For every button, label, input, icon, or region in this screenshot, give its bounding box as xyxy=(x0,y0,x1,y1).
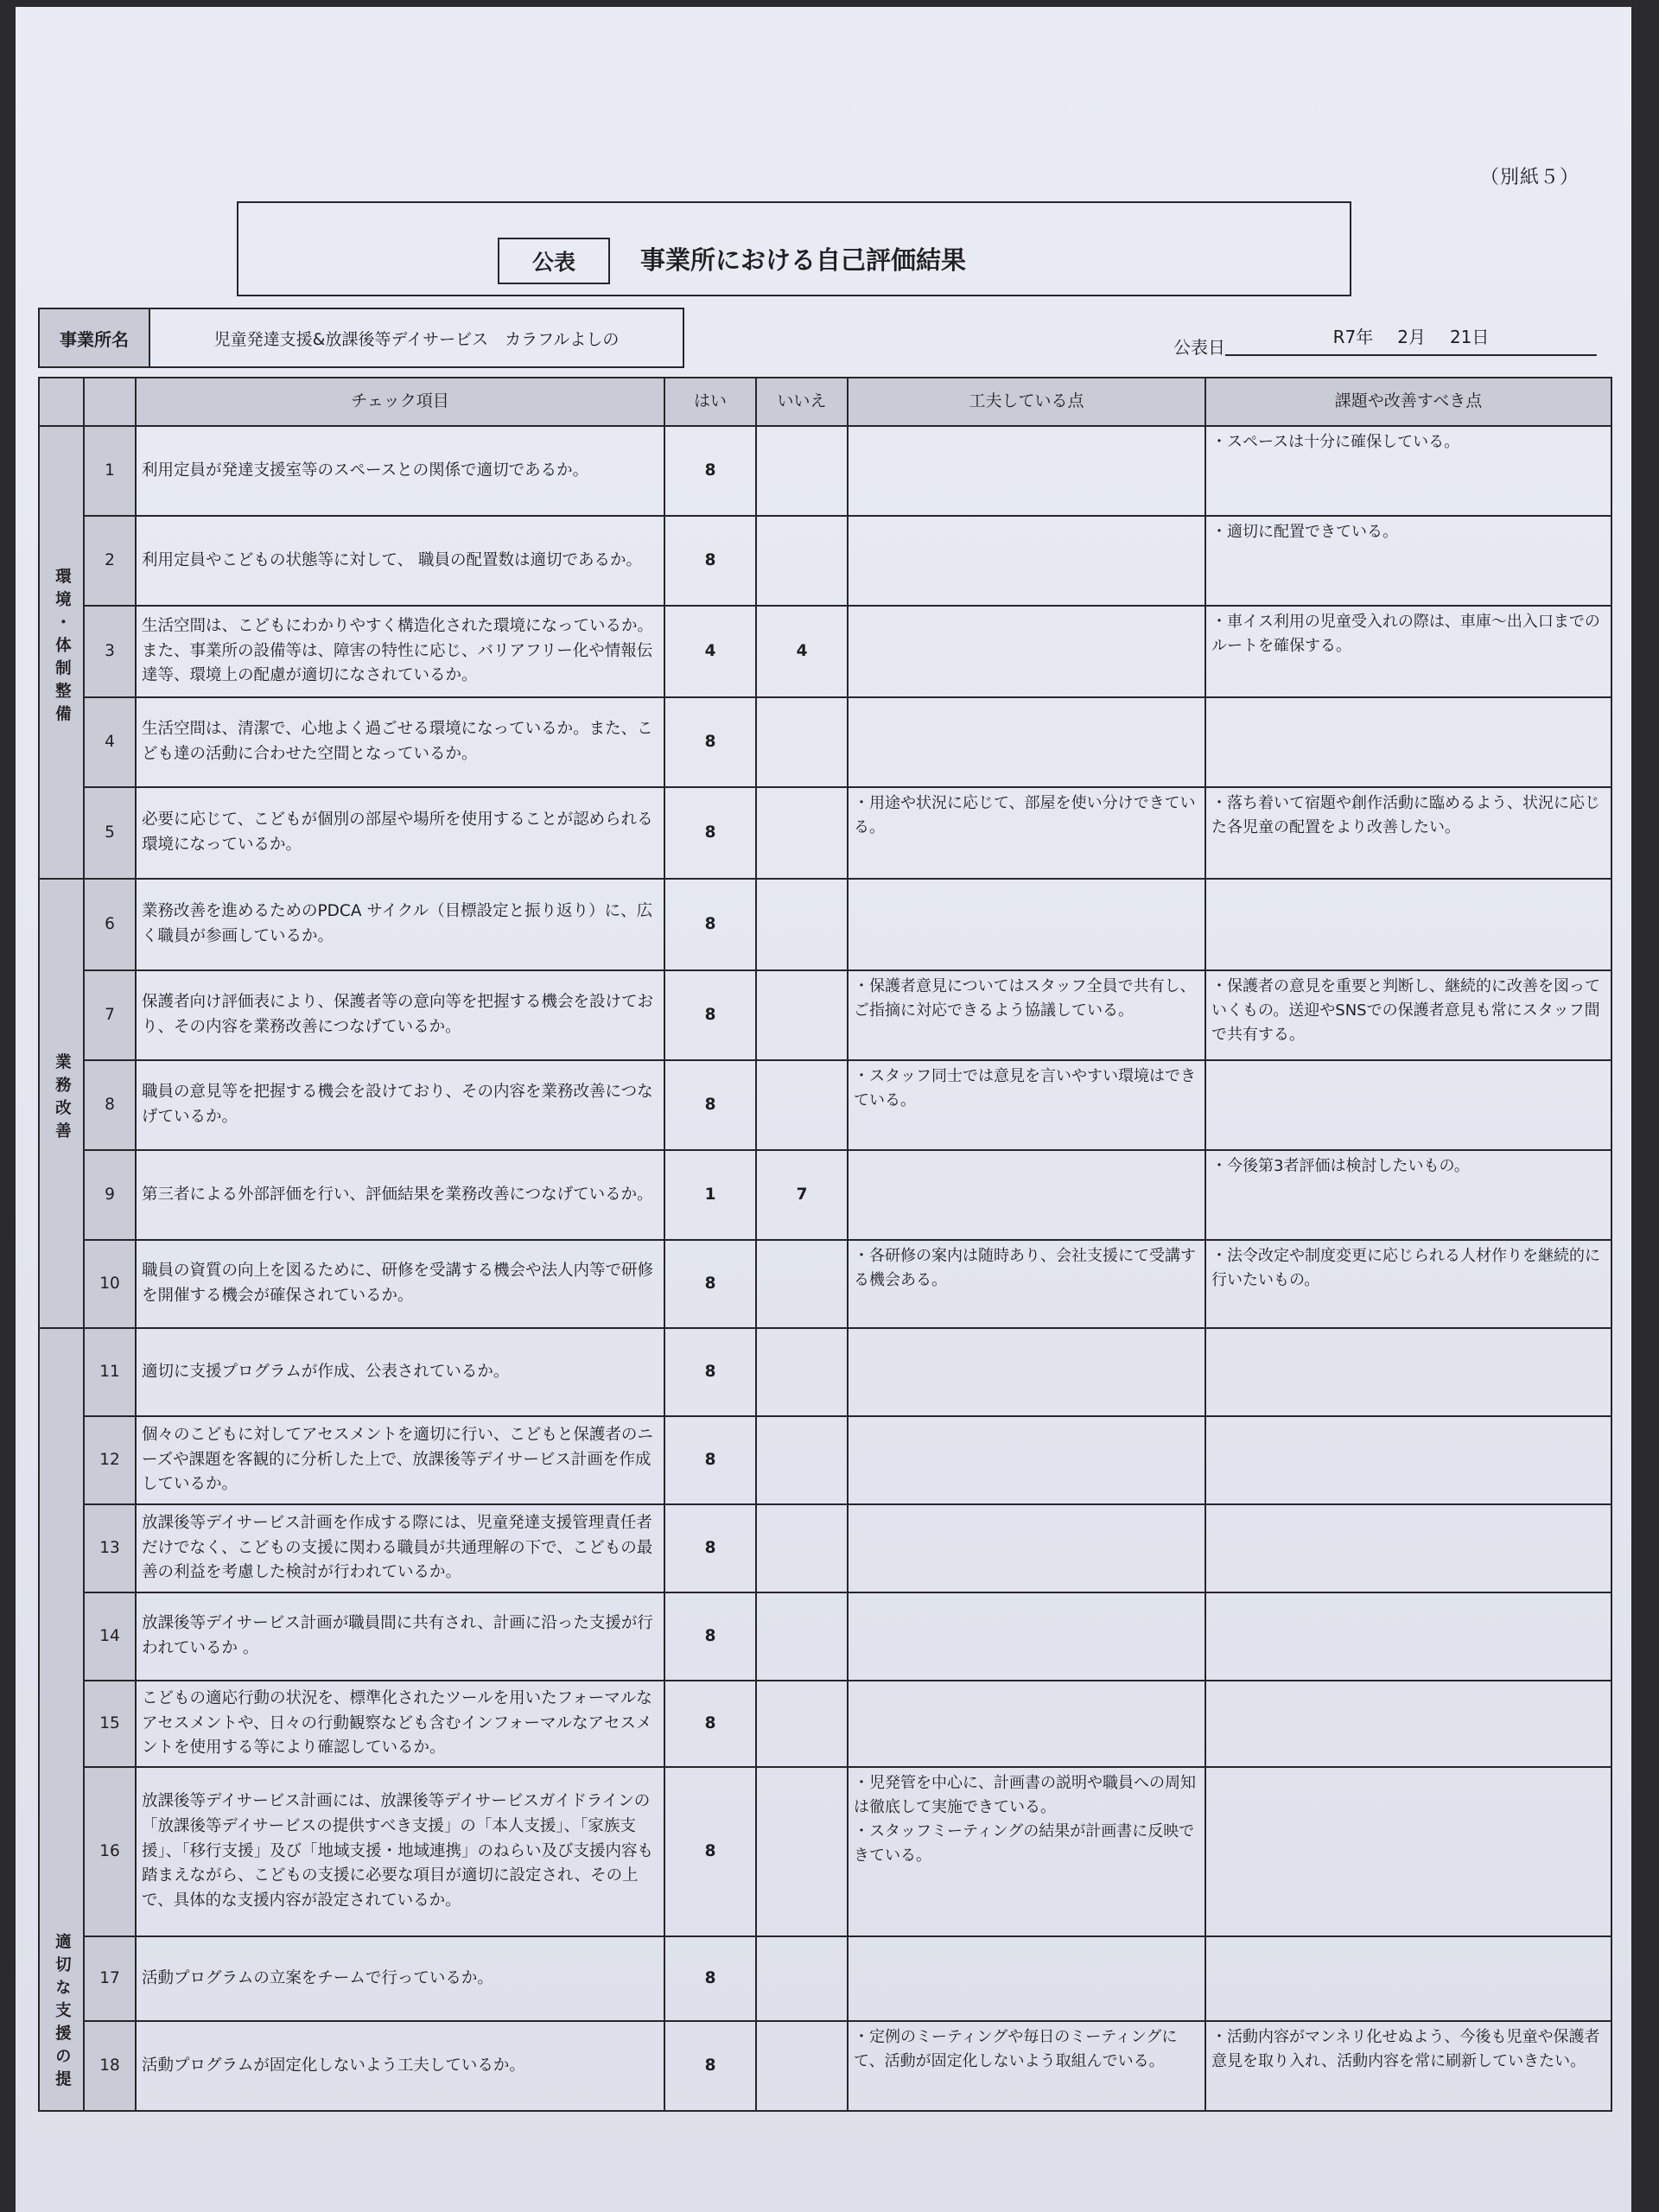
no-count xyxy=(756,1060,848,1150)
effort-note xyxy=(848,1592,1205,1681)
table-row xyxy=(39,879,1611,970)
yes-count: 8 xyxy=(664,1060,756,1150)
pubdate-label: 公表日 xyxy=(1173,337,1225,358)
effort-note xyxy=(848,1416,1205,1504)
table-row xyxy=(39,1592,1611,1681)
checklist-table xyxy=(38,377,1612,2112)
yes-count: 8 xyxy=(664,970,756,1060)
check-item-text: 業務改善を進めるためのPDCA サイクル（目標設定と振り返り）に、広く職員が参画しているか。 xyxy=(136,879,664,970)
office-name: 児童発達支援&放課後等デイサービス カラフルよしの xyxy=(149,308,684,368)
effort-note: ・スタッフ同士では意見を言いやすい環境はできている。 xyxy=(848,1060,1205,1150)
row-number: 3 xyxy=(84,606,136,697)
yes-count: 8 xyxy=(664,426,756,516)
issue-note: ・落ち着いて宿題や創作活動に臨めるよう、状況に応じた各児童の配置をより改善したい。 xyxy=(1205,787,1611,879)
table-row xyxy=(39,970,1611,1060)
check-item-text: 職員の意見等を把握する機会を設けており、その内容を業務改善につなげているか。 xyxy=(136,1060,664,1150)
check-item-text: 生活空間は、清潔で、心地よく過ごせる環境になっているか。また、こども達の活動に合わせた空間となっているか。 xyxy=(136,697,664,787)
row-number: 15 xyxy=(84,1681,136,1767)
effort-note: ・保護者意見についてはスタッフ全員で共有し、ご指摘に対応できるよう協議している。 xyxy=(848,970,1205,1060)
issue-note xyxy=(1205,1767,1611,1936)
no-count xyxy=(756,1681,848,1767)
issue-note: ・スペースは十分に確保している。 xyxy=(1205,426,1611,516)
issue-note xyxy=(1205,697,1611,787)
row-number: 8 xyxy=(84,1060,136,1150)
header-check-item: チェック項目 xyxy=(136,378,664,426)
issue-note xyxy=(1205,1416,1611,1504)
effort-note: ・用途や状況に応じて、部屋を使い分けできている。 xyxy=(848,787,1205,879)
row-number: 14 xyxy=(84,1592,136,1681)
issue-note xyxy=(1205,1592,1611,1681)
issue-note xyxy=(1205,1060,1611,1150)
effort-note: ・定例のミーティングや毎日のミーティングにて、活動が固定化しないよう取組んでいる。 xyxy=(848,2021,1205,2111)
no-count xyxy=(756,787,848,879)
yes-count: 8 xyxy=(664,1936,756,2021)
pubdate-field xyxy=(1225,323,1597,356)
header-blank-number xyxy=(84,378,136,426)
effort-note xyxy=(848,606,1205,697)
yes-count: 8 xyxy=(664,516,756,606)
table-row xyxy=(39,697,1611,787)
issue-note: ・活動内容がマンネリ化せぬよう、今後も児童や保護者意見を取り入れ、活動内容を常に刷新していきたい。 xyxy=(1205,2021,1611,2111)
category-label: 業務改善 xyxy=(53,1053,72,1146)
effort-note xyxy=(848,1936,1205,2021)
category-label: 環境・体制整備 xyxy=(53,568,72,728)
no-count xyxy=(756,2021,848,2111)
table-row xyxy=(39,1240,1611,1328)
table-row xyxy=(39,1060,1611,1150)
yes-count: 1 xyxy=(664,1150,756,1240)
row-number: 6 xyxy=(84,879,136,970)
issue-note xyxy=(1205,1936,1611,2021)
row-number: 12 xyxy=(84,1416,136,1504)
table-row xyxy=(39,1150,1611,1240)
issue-note: ・保護者の意見を重要と判断し、継続的に改善を図っていくもの。送迎やSNSでの保護者意見も常にスタッフ間で共有する。 xyxy=(1205,970,1611,1060)
header-no: いいえ xyxy=(756,378,848,426)
no-count xyxy=(756,1328,848,1416)
check-item-text: 適切に支援プログラムが作成、公表されているか。 xyxy=(136,1328,664,1416)
title-box xyxy=(237,201,1351,296)
no-count xyxy=(756,1504,848,1592)
issue-note xyxy=(1205,879,1611,970)
yes-count: 8 xyxy=(664,1592,756,1681)
check-item-text: 個々のこどもに対してアセスメントを適切に行い、こどもと保護者のニーズや課題を客観的に分析した上で、放課後等デイサービス計画を作成しているか。 xyxy=(136,1416,664,1504)
row-number: 17 xyxy=(84,1936,136,2021)
pubdate-day: 21日 xyxy=(1449,327,1490,347)
check-item-text: 放課後等デイサービス計画が職員間に共有され、計画に沿った支援が行われているか 。 xyxy=(136,1592,664,1681)
yes-count: 8 xyxy=(664,787,756,879)
check-item-text: 放課後等デイサービス計画を作成する際には、児童発達支援管理責任者だけでなく、こどもの支援に関わる職員が共通理解の下で、こどもの最善の利益を考慮した検討が行われているか。 xyxy=(136,1504,664,1592)
effort-note xyxy=(848,697,1205,787)
table-row xyxy=(39,787,1611,879)
row-number: 4 xyxy=(84,697,136,787)
pubdate-year: R7年 xyxy=(1332,327,1374,347)
no-count xyxy=(756,879,848,970)
row-number: 18 xyxy=(84,2021,136,2111)
yes-count: 8 xyxy=(664,879,756,970)
effort-note xyxy=(848,1328,1205,1416)
header-yes: はい xyxy=(664,378,756,426)
table-row xyxy=(39,426,1611,516)
issue-note: ・今後第3者評価は検討したいもの。 xyxy=(1205,1150,1611,1240)
issue-note: ・車イス利用の児童受入れの際は、車庫～出入口までのルートを確保する。 xyxy=(1205,606,1611,697)
public-badge: 公表 xyxy=(498,238,610,284)
office-label: 事業所名 xyxy=(38,308,150,368)
table-row xyxy=(39,1681,1611,1767)
row-number: 7 xyxy=(84,970,136,1060)
table-row xyxy=(39,1936,1611,2021)
no-count xyxy=(756,1592,848,1681)
effort-note xyxy=(848,426,1205,516)
table-row xyxy=(39,1767,1611,1936)
row-number: 13 xyxy=(84,1504,136,1592)
check-item-text: 利用定員やこどもの状態等に対して、 職員の配置数は適切であるか。 xyxy=(136,516,664,606)
no-count: 4 xyxy=(756,606,848,697)
yes-count: 8 xyxy=(664,1416,756,1504)
no-count: 7 xyxy=(756,1150,848,1240)
issue-note: ・法令改定や制度変更に応じられる人材作りを継続的に行いたいもの。 xyxy=(1205,1240,1611,1328)
row-number: 2 xyxy=(84,516,136,606)
yes-count: 8 xyxy=(664,2021,756,2111)
header-issue: 課題や改善すべき点 xyxy=(1205,378,1611,426)
no-count xyxy=(756,426,848,516)
row-number: 1 xyxy=(84,426,136,516)
table-row xyxy=(39,2021,1611,2111)
check-item-text: 利用定員が発達支援室等のスペースとの関係で適切であるか。 xyxy=(136,426,664,516)
effort-note xyxy=(848,879,1205,970)
table-row xyxy=(39,1416,1611,1504)
no-count xyxy=(756,516,848,606)
check-item-text: こどもの適応行動の状況を、標準化されたツールを用いたフォーマルなアセスメントや、日々の行動観察なども含むインフォーマルなアセスメントを使用する等により確認しているか。 xyxy=(136,1681,664,1767)
row-number: 9 xyxy=(84,1150,136,1240)
check-item-text: 職員の資質の向上を図るために、研修を受講する機会や法人内等で研修を開催する機会が確保されているか。 xyxy=(136,1240,664,1328)
category-cell-ops xyxy=(39,879,84,1328)
yes-count: 8 xyxy=(664,1767,756,1936)
category-cell-plan xyxy=(39,1328,84,2111)
no-count xyxy=(756,1416,848,1504)
row-number: 11 xyxy=(84,1328,136,1416)
category-label: 適切な支援の提 xyxy=(53,1932,72,2094)
row-number: 16 xyxy=(84,1767,136,1936)
pubdate-month: 2月 xyxy=(1397,327,1426,347)
effort-note xyxy=(848,1681,1205,1767)
page-title: 事業所における自己評価結果 xyxy=(640,245,967,275)
check-item-text: 活動プログラムの立案をチームで行っているか。 xyxy=(136,1936,664,2021)
row-number: 10 xyxy=(84,1240,136,1328)
effort-note: ・児発管を中心に、計画書の説明や職員への周知は徹底して実施できている。 ・スタッフミーティングの結果が計画書に反映できている。 xyxy=(848,1767,1205,1936)
check-item-text: 放課後等デイサービス計画には、放課後等デイサービスガイドラインの「放課後等デイサービスの提供すべき支援」の「本人支援」、「家族支援」、「移行支援」及び「地域支援・地域連携」のねらい及び支援内容も踏まえながら、こどもの支援に必要な項目が適切に設定され、その上で、具体的な支援内容が設定されているか。 xyxy=(136,1767,664,1936)
check-item-text: 生活空間は、こどもにわかりやすく構造化された環境になっているか。また、事業所の設備等は、障害の特性に応じ、バリアフリー化や情報伝達等、環境上の配慮が適切になされているか。 xyxy=(136,606,664,697)
no-count xyxy=(756,1936,848,2021)
effort-note xyxy=(848,1504,1205,1592)
row-number: 5 xyxy=(84,787,136,879)
yes-count: 8 xyxy=(664,1240,756,1328)
table-row xyxy=(39,606,1611,697)
yes-count: 8 xyxy=(664,1328,756,1416)
table-row xyxy=(39,1504,1611,1592)
header-blank-category xyxy=(39,378,84,426)
no-count xyxy=(756,697,848,787)
check-item-text: 活動プログラムが固定化しないよう工夫しているか。 xyxy=(136,2021,664,2111)
annex-label: （別紙５） xyxy=(1479,167,1580,188)
check-item-text: 必要に応じて、こどもが個別の部屋や場所を使用することが認められる環境になっているか。 xyxy=(136,787,664,879)
no-count xyxy=(756,970,848,1060)
check-item-text: 第三者による外部評価を行い、評価結果を業務改善につなげているか。 xyxy=(136,1150,664,1240)
issue-note xyxy=(1205,1504,1611,1592)
header-effort: 工夫している点 xyxy=(848,378,1205,426)
table-body xyxy=(39,426,1611,2111)
no-count xyxy=(756,1240,848,1328)
table-header-row xyxy=(39,378,1611,426)
yes-count: 4 xyxy=(664,606,756,697)
yes-count: 8 xyxy=(664,1681,756,1767)
effort-note xyxy=(848,516,1205,606)
issue-note xyxy=(1205,1681,1611,1767)
document-page xyxy=(16,7,1631,2212)
issue-note: ・適切に配置できている。 xyxy=(1205,516,1611,606)
table-row xyxy=(39,1328,1611,1416)
table-row xyxy=(39,516,1611,606)
no-count xyxy=(756,1767,848,1936)
effort-note: ・各研修の案内は随時あり、会社支援にて受講する機会ある。 xyxy=(848,1240,1205,1328)
effort-note xyxy=(848,1150,1205,1240)
category-cell-env xyxy=(39,426,84,879)
check-item-text: 保護者向け評価表により、保護者等の意向等を把握する機会を設けており、その内容を業務改善につなげているか。 xyxy=(136,970,664,1060)
issue-note xyxy=(1205,1328,1611,1416)
yes-count: 8 xyxy=(664,1504,756,1592)
yes-count: 8 xyxy=(664,697,756,787)
